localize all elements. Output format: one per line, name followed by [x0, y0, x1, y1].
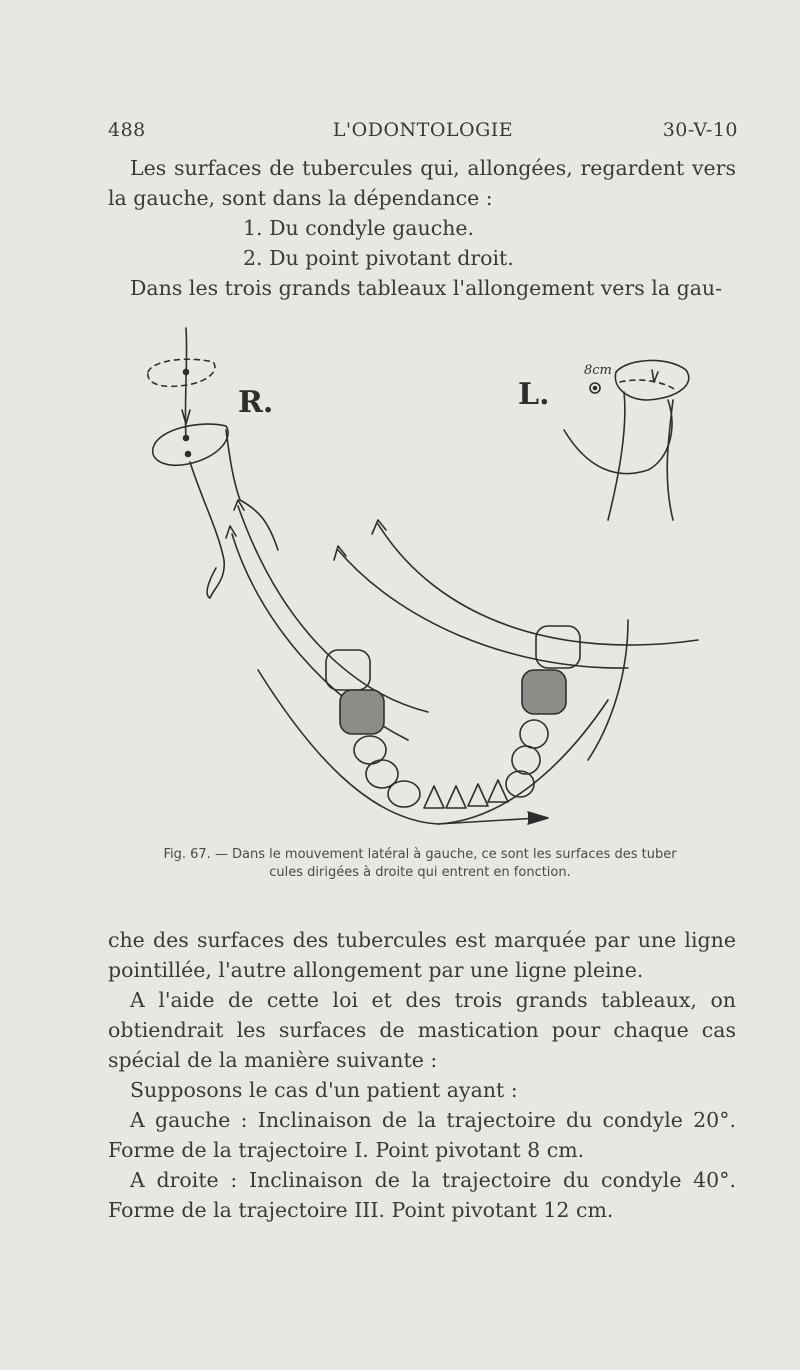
dashed-condyle-outline [148, 359, 215, 386]
caption-line: Fig. 67. — Dans le mouvement latéral à gauche, ce sont les surfaces des tuber [163, 847, 677, 862]
condyle-point [184, 370, 189, 375]
running-header [108, 119, 738, 149]
trajectory-arc [338, 550, 628, 668]
paragraph: Supposons le cas d'un patient ayant : [130, 1078, 518, 1102]
label-right: R. [238, 385, 274, 420]
list-item: 2. Du point pivotant droit. [243, 246, 514, 270]
condyle-point [186, 452, 191, 457]
arc-line [564, 400, 672, 474]
pivot-label: 8cm [584, 363, 612, 378]
issue-date: 30-V-10 [662, 119, 738, 141]
list-item: 1. Du condyle gauche. [243, 216, 475, 240]
page-number: 488 [108, 119, 146, 141]
text-block-top [108, 153, 736, 303]
molar [536, 626, 580, 668]
arrow-right-icon [528, 812, 548, 824]
dental-arch [326, 626, 580, 808]
paragraph: che des surfaces des tubercules est marquée par une ligne pointillée, l'autre allongement par une ligne pleine. [108, 928, 736, 982]
journal-title: L'ODONTOLOGIE [332, 119, 514, 141]
paragraph: A droite : Inclinaison de la trajectoire du condyle 40°. Forme de la trajectoire III. Point pivotant 12 cm. [108, 1168, 736, 1222]
arc-line [608, 392, 625, 520]
label-left: L. [518, 377, 550, 412]
ramus-line [190, 462, 224, 598]
incisor [488, 780, 508, 802]
jaw-outline [588, 620, 628, 760]
jaw-outline [438, 818, 538, 824]
arrow-up-icon [226, 526, 236, 538]
mandible-drawing [108, 320, 728, 840]
condyle-head [615, 360, 688, 400]
pivot-point-icon [594, 387, 597, 390]
right-condyle [148, 328, 278, 598]
incisor [424, 786, 444, 808]
canine [388, 781, 420, 807]
left-condyle [564, 360, 689, 520]
paragraph: Dans les trois grands tableaux l'allongement vers la gau- [130, 276, 723, 300]
molar-shaded [522, 670, 566, 714]
premolar [520, 720, 548, 748]
caption-line: cules dirigées à droite qui entrent en fonction. [269, 865, 571, 880]
premolar [512, 746, 540, 774]
dashed-condyle-outline [620, 380, 676, 390]
trajectory-arc [378, 524, 698, 645]
figure-67 [108, 320, 728, 840]
arrow-down-icon [652, 370, 658, 382]
paragraph: A l'aide de cette loi et des trois grands tableaux, on obtiendrait les surfaces de mastication pour chaque cas spécial de la manière suivante : [108, 988, 736, 1072]
figure-caption [108, 846, 732, 882]
incisor [446, 786, 466, 808]
condyle-point [184, 436, 189, 441]
molar-shaded [340, 690, 384, 734]
ramus-line [226, 430, 240, 500]
paragraph: Les surfaces de tubercules qui, allongées, regardent vers la gauche, sont dans la dépendance : [108, 156, 736, 210]
text-block-bottom [108, 925, 736, 1225]
condyle-head [153, 424, 228, 465]
paragraph: A gauche : Inclinaison de la trajectoire du condyle 20°. Forme de la trajectoire I. Point pivotant 8 cm. [108, 1108, 736, 1162]
incisor [468, 784, 488, 806]
